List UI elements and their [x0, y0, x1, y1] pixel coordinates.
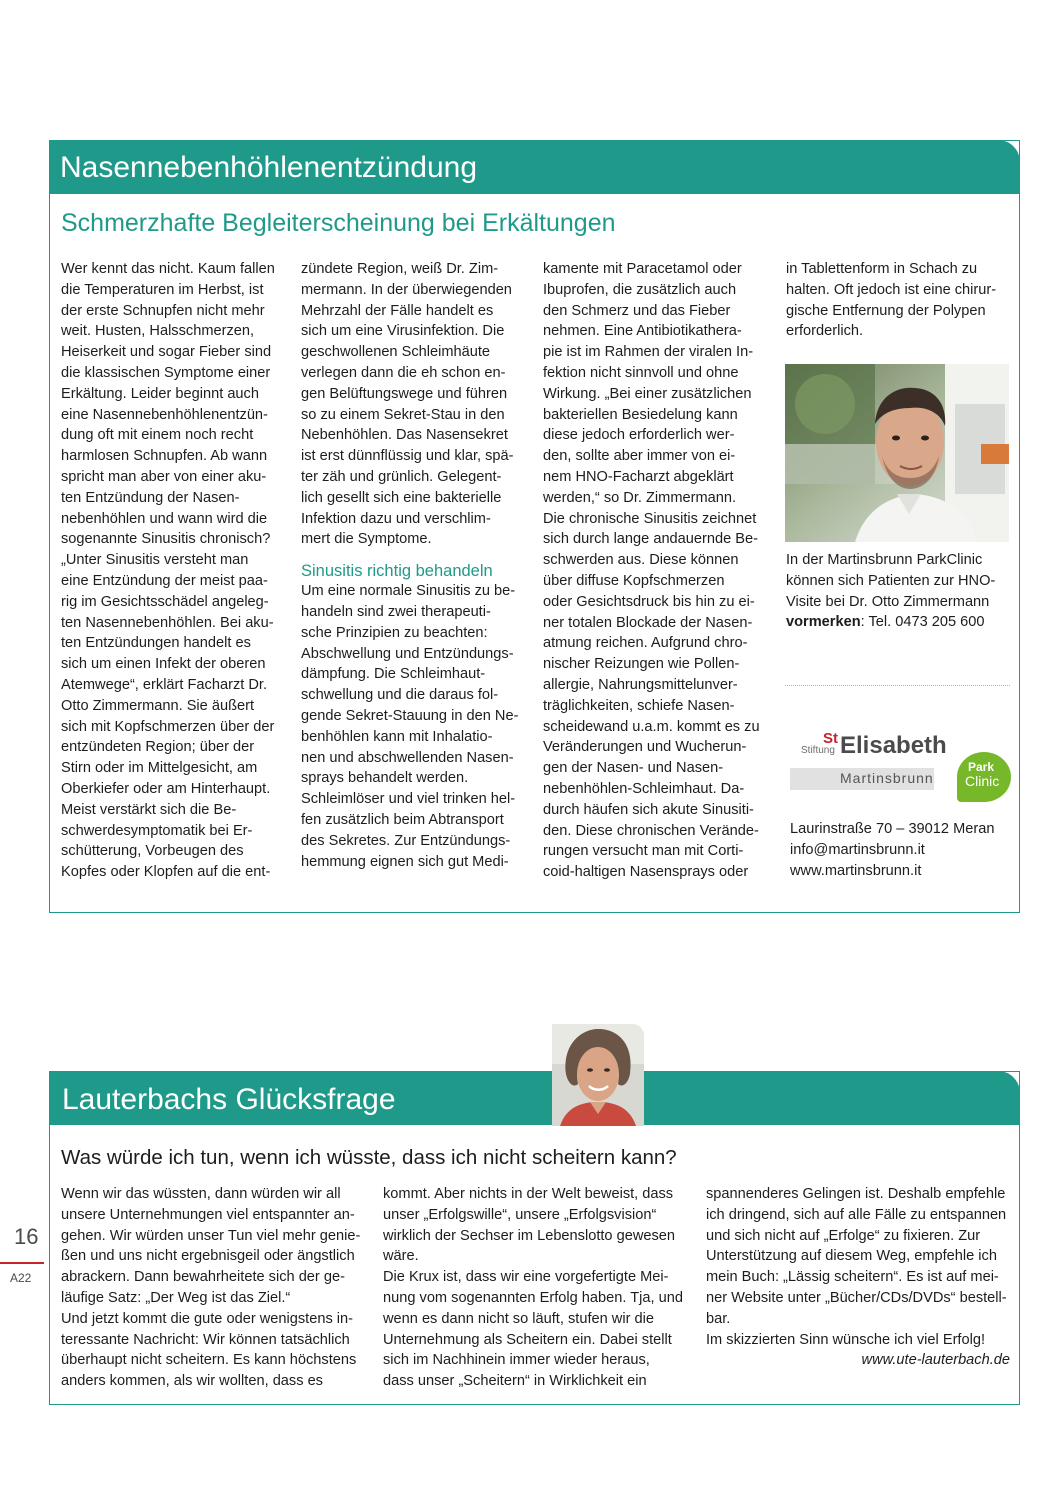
text-line: Die chronische Sinusitis zeichnet: [543, 510, 757, 527]
text-line: dass unser „Scheitern“ in Wirklichkeit ein: [383, 1373, 647, 1390]
text-line: fektion nicht sinnvoll und ohne: [543, 364, 739, 381]
address-line: Laurinstraße 70 – 39012 Meran: [790, 821, 995, 837]
text-line: rig im Gesichtsschädel angeleg-: [61, 593, 269, 610]
text-line: ßen und uns nicht ergebnisgeil oder ängstlich: [61, 1248, 355, 1265]
website-link[interactable]: www.ute-lauterbach.de: [861, 1352, 1010, 1369]
text-line: ner totalen Blockade der Nasen-: [543, 614, 753, 631]
text-line: coid-haltigen Nasensprays oder: [543, 864, 749, 881]
text-line: entzündeten Region; über der: [61, 739, 255, 756]
text-line: harmlosen Schnupfen. Ab wann: [61, 448, 268, 465]
text-line: sche Prinzipien zu beachten:: [301, 624, 488, 641]
text-line: spricht man aber von einer aku-: [61, 468, 267, 485]
text-line: scheidewand u.a.m. kommt es zu: [543, 718, 760, 735]
website-link[interactable]: www.martinsbrunn.it: [790, 862, 922, 879]
text-line: mein Buch: „Lässig scheitern“. Es ist auf mei-: [706, 1269, 999, 1286]
text-line: Nebenhöhlen. Das Nasensekret: [301, 427, 508, 444]
text-line: Unterstützung auf diesem Weg, empfehle ich: [706, 1248, 997, 1265]
text-line: sich durch lange andauernde Be-: [543, 531, 759, 548]
text-line: schütterung, Vorbeugen des: [61, 843, 244, 860]
text-line: verlegen dann die eh schon en-: [301, 364, 506, 381]
text-line: so zu einem Sekret-Stau in den: [301, 406, 505, 423]
text-line: ten Entzündungen handelt es: [61, 635, 251, 652]
text-line: diese jedoch erforderlich wer-: [543, 427, 735, 444]
text-column-3: [706, 1184, 1010, 1371]
text-line: gische Entfernung der Polypen: [786, 302, 986, 319]
text-line: Die Krux ist, dass wir eine vorgefertigte Mei-: [383, 1269, 669, 1286]
text-line: nehmen. Eine Antibiotikathera-: [543, 323, 742, 340]
text-line: Heiserkeit und sogar Fieber sind: [61, 344, 272, 361]
text-line: nen und abschwellenden Nasen-: [301, 749, 514, 766]
text-line: Mehrzahl der Fälle handelt es: [301, 302, 494, 319]
caption-line: können sich Patienten zur HNO-: [786, 572, 996, 589]
text-line: den Schmerz und das Fieber: [543, 302, 731, 319]
text-line: weit. Husten, Halsschmerzen,: [61, 323, 255, 340]
text-line: sich im Nachhinein immer wieder heraus,: [383, 1352, 650, 1369]
text-line: Otto Zimmermann. Sie äußert: [61, 697, 255, 714]
text-line: geschwollenen Schleimhäute: [301, 344, 491, 361]
text-line: teressante Nachricht: Wir können tatsächlich: [61, 1331, 350, 1348]
logo-st: St: [823, 730, 838, 747]
text-line: Erkältung. Leider beginnt auch: [61, 385, 259, 402]
text-line: wenn es dann nicht so läuft, stufen wir die: [383, 1310, 654, 1327]
text-line: gen Belüftungswege und führen: [301, 385, 508, 402]
text-line: gen der Nasen- und Nasen-: [543, 760, 724, 777]
logo-stiftung: Stiftung: [801, 745, 835, 756]
text-line: hemmung eignen sich gut Medi-: [301, 853, 509, 870]
text-line: unsere Unternehmungen viel entspannter an-: [61, 1206, 355, 1223]
text-line: kamente mit Paracetamol oder: [543, 261, 742, 277]
text-line: Atemwege“, erklärt Facharzt Dr.: [61, 676, 267, 693]
text-line: schwellung und die daraus fol-: [301, 687, 499, 704]
logo-elisabeth: Elisabeth: [840, 732, 947, 759]
text-column-2: [301, 259, 518, 872]
text-line: kommt. Aber nichts in der Welt beweist, dass: [383, 1186, 674, 1202]
text-line: allergie, Nahrungsmittelunver-: [543, 676, 738, 693]
text-line: abrackern. Dann bewahrheitete sich der ge-: [61, 1269, 345, 1286]
author-photo: [552, 1024, 644, 1126]
text-line: nebenhöhlen-Schleimhaut. Da-: [543, 780, 745, 797]
text-line: fen zusätzlich beim Abtransport: [301, 811, 504, 828]
text-line: gende Sekret-Stauung in den Ne-: [301, 707, 519, 724]
text-line: Ibuprofen, die zusätzlich auch: [543, 281, 737, 298]
text-line: schwerden aus. Diese können: [543, 552, 739, 569]
text-line: ter zäh und grünlich. Gelegent-: [301, 468, 502, 485]
text-line: träglichkeiten, schiefe Nasen-: [543, 697, 735, 714]
text-line: lich gesellt sich eine bakterielle: [301, 489, 502, 506]
text-line: Im skizzierten Sinn wünsche ich viel Erfolg!: [706, 1331, 986, 1348]
text-column-3: [543, 259, 760, 883]
email-link[interactable]: info@martinsbrunn.it: [790, 841, 925, 858]
text-line: mert die Symptome.: [301, 531, 432, 548]
text-line: überhaupt nicht scheitern. Es kann höchstens: [61, 1352, 357, 1369]
text-line: Unternehmung als Scheitern ein. Dabei stellt: [383, 1331, 672, 1348]
text-line: die klassischen Symptome einer: [61, 364, 271, 381]
text-line: sich um einen Infekt der oberen: [61, 656, 266, 673]
text-line: die Temperaturen im Herbst, ist: [61, 281, 264, 298]
text-line: sich mit Kopfschmerzen über der: [61, 718, 275, 735]
text-line: ten Entzündung der Nasen-: [61, 489, 240, 506]
text-line: nebenhöhlen und wann wird die: [61, 510, 268, 527]
text-line: Kopfes oder Klopfen auf die ent-: [61, 864, 271, 881]
caption-line: In der Martinsbrunn ParkClinic: [786, 552, 983, 568]
text-column-1: [61, 1184, 360, 1392]
text-line: nischer Reizungen wie Pollen-: [543, 656, 740, 673]
logo-martinsbrunn-band: [790, 768, 934, 790]
text-line: Schleimlöser und viel trinken hel-: [301, 791, 516, 808]
text-column-2: [383, 1184, 683, 1392]
stiftung-elisabeth-logo: [790, 722, 1015, 802]
text-line: gehen. Wir würden unser Tun viel mehr genie-: [61, 1227, 361, 1244]
page-code: A22: [10, 1271, 32, 1285]
article-subtitle: Schmerzhafte Begleiterscheinung bei Erkältungen: [61, 209, 616, 237]
text-line: in Tablettenform in Schach zu: [786, 261, 978, 277]
text-line: anders kommen, als wir wollten, dass es: [61, 1373, 323, 1390]
text-line: und sich nicht auf „Erfolge“ zu fixieren. Zur: [706, 1227, 981, 1244]
text-line: sich um eine Virusinfektion. Die: [301, 323, 505, 340]
text-line: des Sekretes. Zur Entzündungs-: [301, 832, 511, 849]
text-line: atmung reichen. Aufgrund chro-: [543, 635, 748, 652]
text-line: der erste Schnupfen nicht mehr: [61, 302, 265, 319]
article-title: Nasennebenhöhlenentzündung: [60, 151, 478, 184]
text-line: dung oft mit einem noch recht: [61, 427, 254, 444]
text-line: dämpfung. Die Schleimhaut-: [301, 666, 486, 683]
text-line: halten. Oft jedoch ist eine chirur-: [786, 281, 997, 298]
text-line: bakteriellen Besiedelung kann: [543, 406, 738, 423]
text-line: pie ist im Rahmen der viralen In-: [543, 344, 754, 361]
text-line: Oberkiefer oder am Hinterhaupt.: [61, 780, 271, 797]
text-line: werden,“ so Dr. Zimmermann.: [543, 489, 737, 506]
text-line: oder Gesichtsdruck bis hin zu ei-: [543, 593, 755, 610]
text-column-1: [61, 259, 275, 883]
address-block: [790, 819, 994, 881]
text-line: wirklich der Sechser im Lebenslotto gewesen: [383, 1227, 676, 1244]
text-line: Wirkung. „Bei einer zusätzlichen: [543, 385, 752, 402]
text-line: mermann. In der überwiegenden: [301, 281, 512, 298]
text-line: Wenn wir das wüssten, dann würden wir all: [61, 1186, 341, 1202]
article-title: Lauterbachs Glücksfrage: [62, 1083, 396, 1116]
doctor-photo: [785, 364, 1009, 542]
text-line: Wer kennt das nicht. Kaum fallen: [61, 261, 275, 277]
text-column-4: [786, 259, 996, 342]
photo-caption: [786, 550, 995, 633]
text-line: wäre.: [383, 1248, 419, 1265]
header-bar: [49, 140, 1020, 194]
divider: [785, 685, 1010, 686]
text-line: durch häufen sich akute Sinusiti-: [543, 801, 754, 818]
text-line: nung vom sogenannten Erfolg haben. Tja, und: [383, 1289, 683, 1306]
text-line: ten Nasennebenhöhlen. Bei aku-: [61, 614, 274, 631]
text-line: Infektion dazu und verschlim-: [301, 510, 491, 527]
header-bar: [49, 1071, 1020, 1125]
text-line: den. Diese chronischen Verände-: [543, 822, 759, 839]
text-line: erforderlich.: [786, 323, 864, 340]
text-line: eine Nasennebenhöhlenentzün-: [61, 406, 268, 423]
caption-bold: vormerken: [786, 614, 861, 631]
logo-clinic: Clinic: [965, 773, 1000, 789]
text-line: schwerdesymptomatik bei Er-: [61, 822, 253, 839]
text-line: Veränderungen und Wucherun-: [543, 739, 747, 756]
caption-line: Visite bei Dr. Otto Zimmermann: [786, 593, 990, 610]
text-line: den, sollte aber immer von ei-: [543, 448, 736, 465]
text-line: bar.: [706, 1310, 731, 1327]
text-line: eine Entzündung der meist paa-: [61, 572, 268, 589]
text-line: spannenderes Gelingen ist. Deshalb empfehle: [706, 1186, 1006, 1202]
text-line: unser „Erfolgswille“, unsere „Erfolgsvision“: [383, 1206, 657, 1223]
text-line: nem HNO-Facharzt abgeklärt: [543, 468, 734, 485]
page-number: 16: [14, 1224, 39, 1249]
text-line: Und jetzt kommt die gute oder wenigstens in-: [61, 1310, 354, 1327]
text-line: Um eine normale Sinusitis zu be-: [301, 583, 516, 600]
text-line: über diffuse Kopfschmerzen: [543, 572, 725, 589]
text-line: sogenannte Sinusitis chronisch?: [61, 531, 271, 548]
page-marker-line: [0, 1262, 44, 1264]
text-line: läufige Satz: „Der Weg ist das Ziel.“: [61, 1289, 291, 1306]
text-line: handeln sind zwei therapeuti-: [301, 603, 491, 620]
caption-line: [786, 612, 995, 633]
text-line: „Unter Sinusitis versteht man: [61, 552, 249, 569]
text-line: ist erst dünnflüssig und klar, spä-: [301, 448, 514, 465]
text-line: benhöhlen kann mit Inhalatio-: [301, 728, 493, 745]
logo-park: Park: [968, 760, 995, 774]
park-clinic-badge: [957, 752, 1011, 802]
text-line: Stirn oder im Mittelgesicht, am: [61, 760, 258, 777]
text-line: ich dringend, sich auf alle Fälle zu entspannen: [706, 1206, 1007, 1223]
logo-martinsbrunn: Martinsbrunn: [840, 770, 934, 786]
section-heading: Sinusitis richtig behandeln: [301, 562, 493, 581]
text-line: sprays behandelt werden.: [301, 770, 469, 787]
article-subtitle: Was würde ich tun, wenn ich wüsste, dass ich nicht scheitern kann?: [61, 1146, 677, 1169]
text-line: zündete Region, weiß Dr. Zim-: [301, 261, 499, 277]
text-line: Meist verstärkt sich die Be-: [61, 801, 237, 818]
caption-phone: : Tel. 0473 205 600: [860, 614, 985, 631]
text-line: Abschwellung und Entzündungs-: [301, 645, 514, 662]
text-line: rungen versucht man mit Corti-: [543, 843, 744, 860]
text-line: ner Website unter „Bücher/CDs/DVDs“ bestell-: [706, 1289, 1007, 1306]
